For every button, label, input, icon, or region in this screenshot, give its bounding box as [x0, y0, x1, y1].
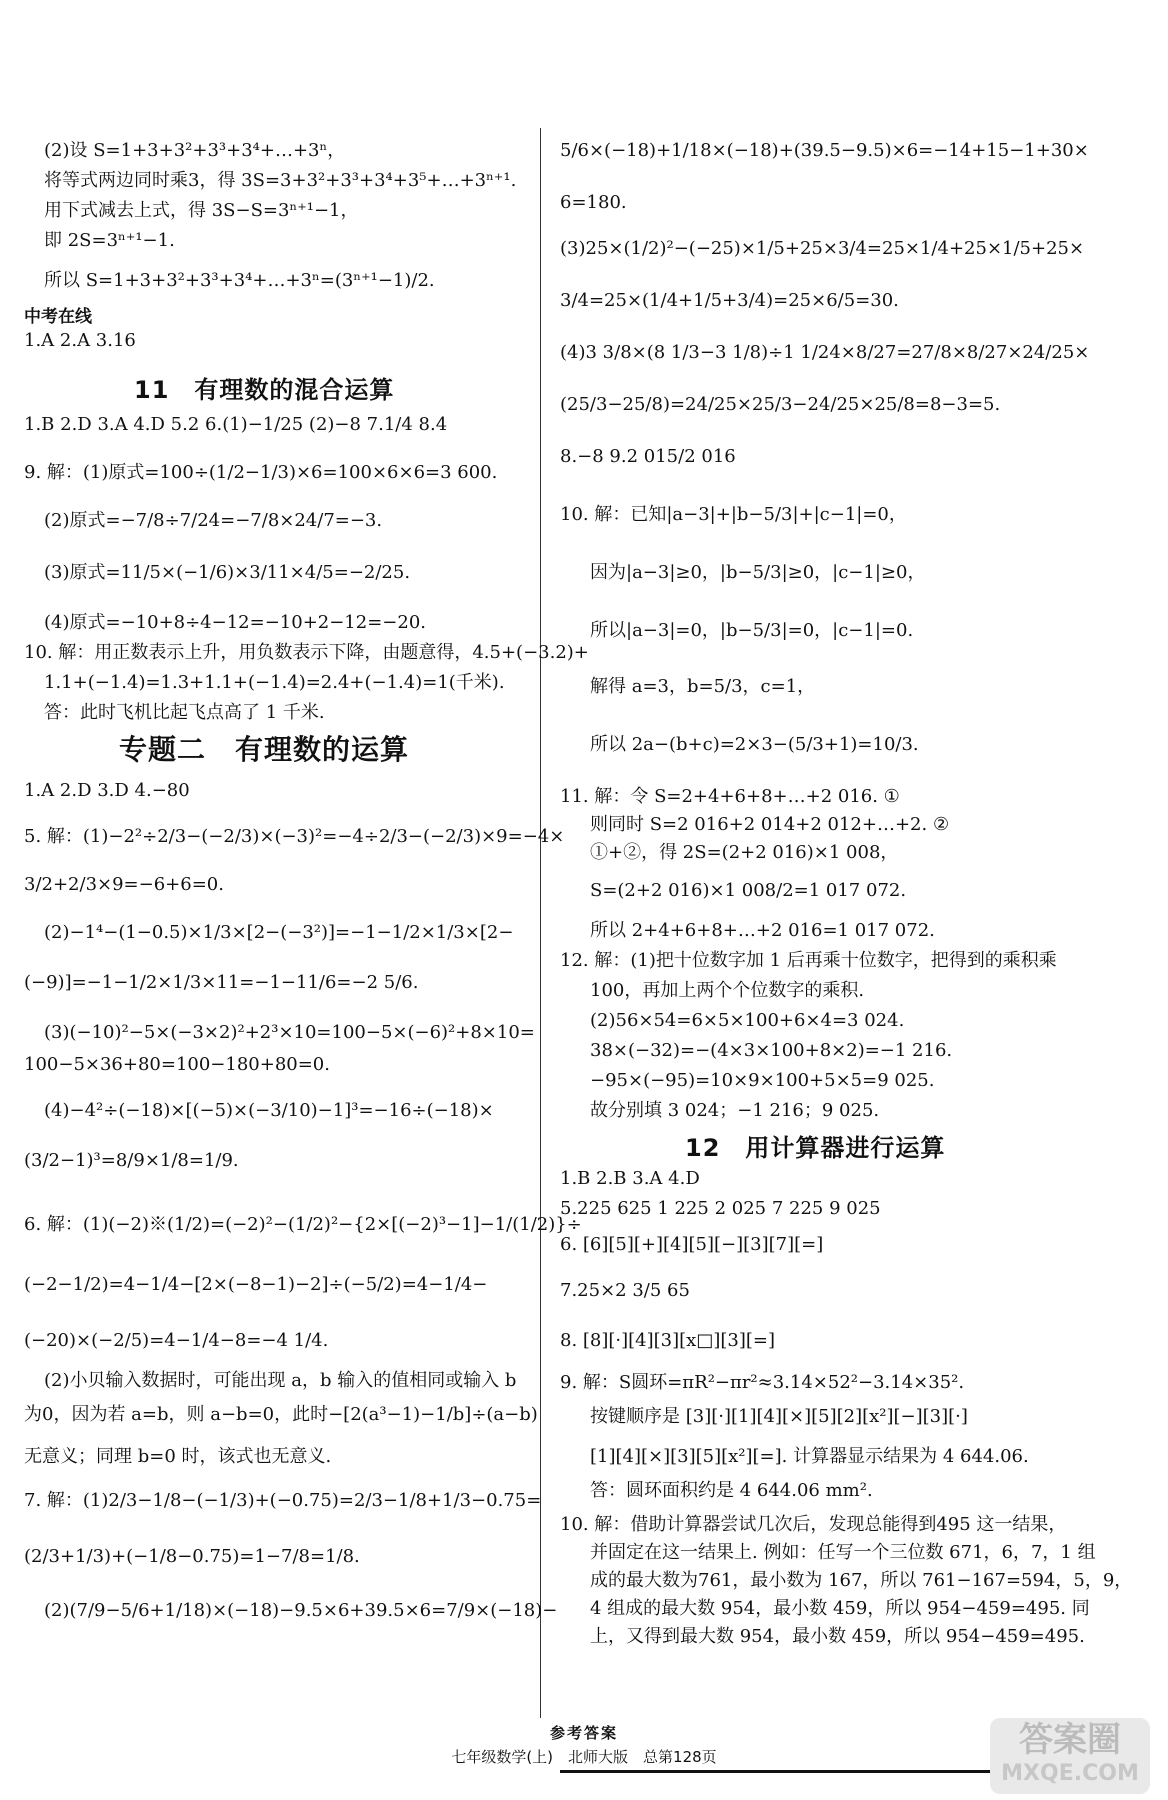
right-answer-line: 因为|a−3|≥0，|b−5/3|≥0，|c−1|≥0， — [590, 562, 926, 583]
watermark-logo — [990, 1718, 1150, 1794]
left-answer-line: (3)(−10)²−5×(−3×2)²+2³×10=100−5×(−6)²+8×10= — [44, 1022, 535, 1043]
right-answer-line: 9. 解：S圆环=πR²−πr²≈3.14×52²−3.14×35². — [560, 1372, 965, 1393]
right-answer-line: 1.B 2.B 3.A 4.D — [560, 1168, 700, 1189]
right-answer-line: 所以 2+4+6+8+…+2 016=1 017 072. — [590, 920, 935, 941]
left-answer-line: (−2−1/2)=4−1/4−[2×(−8−1)−2]÷(−5/2)=4−1/4− — [24, 1274, 488, 1295]
watermark-main: 答案圈 — [1019, 1720, 1121, 1760]
right-answer-line: 所以 2a−(b+c)=2×3−(5/3+1)=10/3. — [590, 734, 919, 755]
right-answer-line: (3)25×(1/2)²−(−25)×1/5+25×3/4=25×1/4+25×1/5+25× — [560, 238, 1085, 259]
left-answer-line: 1.A 2.D 3.D 4.−80 — [24, 780, 190, 801]
left-answer-line: (2)小贝输入数据时，可能出现 a，b 输入的值相同或输入 b — [44, 1370, 517, 1391]
left-answer-line: 答：此时飞机比起飞点高了 1 千米. — [44, 702, 325, 723]
right-answer-line: 所以|a−3|=0，|b−5/3|=0，|c−1|=0. — [590, 620, 914, 641]
left-answer-line: (3)原式=11/5×(−1/6)×3/11×4/5=−2/25. — [44, 562, 411, 583]
right-answer-line: 4 组成的最大数 954，最小数 459，所以 954−459=495. 同 — [590, 1598, 1090, 1619]
right-answer-line: 则同时 S=2 016+2 014+2 012+…+2. ② — [590, 814, 950, 835]
left-answer-line: 3/2+2/3×9=−6+6=0. — [24, 874, 224, 895]
left-answer-line: (4)−4²÷(−18)×[(−5)×(−3/10)−1]³=−16÷(−18)× — [44, 1100, 494, 1121]
left-answer-line: 7. 解：(1)2/3−1/8−(−1/3)+(−0.75)=2/3−1/8+1/3−0.75= — [24, 1490, 542, 1511]
column-divider — [540, 128, 541, 1718]
right-answer-line: 5/6×(−18)+1/18×(−18)+(39.5−9.5)×6=−14+15−1+30× — [560, 140, 1089, 161]
right-answer-line: 5.225 625 1 225 2 025 7 225 9 025 — [560, 1198, 881, 1219]
right-answer-line: 10. 解：借助计算器尝试几次后，发现总能得到495 这一结果， — [560, 1514, 1067, 1535]
left-answer-line: 1.B 2.D 3.A 4.D 5.2 6.(1)−1/25 (2)−8 7.1/4 8.4 — [24, 414, 448, 435]
right-answer-line: −95×(−95)=10×9×100+5×5=9 025. — [590, 1070, 935, 1091]
right-answer-line: [1][4][×][3][5][x²][=]. 计算器显示结果为 4 644.06. — [590, 1446, 1029, 1467]
left-answer-line: 即 2S=3ⁿ⁺¹−1. — [44, 230, 175, 251]
section-heading-zhongkao: 中考在线 — [24, 307, 92, 327]
left-answer-line: (−9)]=−1−1/2×1/3×11=−1−11/6=−2 5/6. — [24, 972, 419, 993]
left-answer-line: (4)原式=−10+8÷4−12=−10+2−12=−20. — [44, 612, 426, 633]
left-answer-line: 6. 解：(1)(−2)※(1/2)=(−2)²−(1/2)²−{2×[(−2)³−1]−1/(1/2)}÷ — [24, 1214, 582, 1235]
section-heading-zhuanti-2: 专题二 有理数的运算 — [119, 733, 410, 766]
left-answer-line: (2)(7/9−5/6+1/18)×(−18)−9.5×6+39.5×6=7/9×(−18)− — [44, 1600, 558, 1621]
right-answer-line: (4)3 3/8×(8 1/3−3 1/8)÷1 1/24×8/27=27/8×8/27×24/25× — [560, 342, 1090, 363]
right-answer-line: 100，再加上两个个位数字的乘积. — [590, 980, 865, 1001]
left-answer-line: 10. 解：用正数表示上升，用负数表示下降，由题意得，4.5+(−3.2)+ — [24, 642, 589, 663]
right-answer-line: 12. 解：(1)把十位数字加 1 后再乘十位数字，把得到的乘积乘 — [560, 950, 1057, 971]
right-answer-line: 38×(−32)=−(4×3×100+8×2)=−1 216. — [590, 1040, 953, 1061]
left-answer-line: (2)−1⁴−(1−0.5)×1/3×[2−(−3²)]=−1−1/2×1/3×[2− — [44, 922, 514, 943]
right-answer-line: 7.25×2 3/5 65 — [560, 1280, 690, 1301]
section-heading-11: 11 有理数的混合运算 — [134, 376, 395, 404]
footer-page-info: 七年级数学(上) 北师大版 总第128页 — [451, 1748, 717, 1766]
right-answer-line: 3/4=25×(1/4+1/5+3/4)=25×6/5=30. — [560, 290, 899, 311]
left-answer-line: 为0，因为若 a=b，则 a−b=0，此时−[2(a³−1)−1/b]÷(a−b) — [24, 1404, 538, 1425]
right-answer-line: 6. [6][5][+][4][5][−][3][7][=] — [560, 1234, 824, 1255]
right-answer-line: 上，又得到最大数 954，最小数 459，所以 954−459=495. — [590, 1626, 1085, 1647]
left-answer-line: 9. 解：(1)原式=100÷(1/2−1/3)×6=100×6×6=3 600. — [24, 462, 498, 483]
right-answer-line: 8.−8 9.2 015/2 016 — [560, 446, 736, 467]
right-answer-line: 答：圆环面积约是 4 644.06 mm². — [590, 1480, 873, 1501]
left-answer-line: 1.1+(−1.4)=1.3+1.1+(−1.4)=2.4+(−1.4)=1(千米). — [44, 672, 505, 693]
left-answer-line: 无意义；同理 b=0 时，该式也无意义. — [24, 1446, 332, 1467]
right-answer-line: 并固定在这一结果上. 例如：任写一个三位数 671，6，7，1 组 — [590, 1542, 1096, 1563]
left-answer-line: 1.A 2.A 3.16 — [24, 330, 136, 351]
right-answer-line: 故分别填 3 024；−1 216；9 025. — [590, 1100, 880, 1121]
left-answer-line: 5. 解：(1)−2²÷2/3−(−2/3)×(−3)²=−4÷2/3−(−2/3)×9=−4× — [24, 826, 565, 847]
left-answer-line: 100−5×36+80=100−180+80=0. — [24, 1054, 330, 1075]
footer-title: 参考答案 — [549, 1724, 618, 1742]
right-answer-line: 成的最大数为761，最小数为 167，所以 761−167=594，5，9， — [590, 1570, 1133, 1591]
right-answer-line: 11. 解：令 S=2+4+6+8+…+2 016. ① — [560, 786, 900, 807]
left-answer-line: (2)设 S=1+3+3²+3³+3⁴+…+3ⁿ， — [44, 140, 346, 161]
section-heading-12: 12 用计算器进行运算 — [685, 1134, 946, 1162]
footer-rule — [560, 1770, 990, 1773]
right-answer-line: 6=180. — [560, 192, 627, 213]
right-answer-line: 按键顺序是 [3][·][1][4][×][5][2][x²][−][3][·] — [590, 1406, 968, 1427]
right-answer-line: 10. 解：已知|a−3|+|b−5/3|+|c−1|=0， — [560, 504, 907, 525]
right-answer-line: ①+②，得 2S=(2+2 016)×1 008， — [590, 842, 899, 863]
left-answer-line: (2)原式=−7/8÷7/24=−7/8×24/7=−3. — [44, 510, 383, 531]
left-answer-line: 所以 S=1+3+3²+3³+3⁴+…+3ⁿ=(3ⁿ⁺¹−1)/2. — [44, 270, 435, 291]
right-answer-line: S=(2+2 016)×1 008/2=1 017 072. — [590, 880, 907, 901]
watermark-sub: MXQE.COM — [1001, 1761, 1139, 1786]
left-answer-line: 用下式减去上式，得 3S−S=3ⁿ⁺¹−1， — [44, 200, 359, 221]
left-answer-line: (−20)×(−2/5)=4−1/4−8=−4 1/4. — [24, 1330, 329, 1351]
right-answer-line: (25/3−25/8)=24/25×25/3−24/25×25/8=8−3=5. — [560, 394, 1001, 415]
left-answer-line: (2/3+1/3)+(−1/8−0.75)=1−7/8=1/8. — [24, 1546, 360, 1567]
right-answer-line: 解得 a=3，b=5/3，c=1， — [590, 676, 816, 697]
right-answer-line: 8. [8][·][4][3][x□][3][=] — [560, 1330, 775, 1351]
right-answer-line: (2)56×54=6×5×100+6×4=3 024. — [590, 1010, 905, 1031]
left-answer-line: 将等式两边同时乘3，得 3S=3+3²+3³+3⁴+3⁵+…+3ⁿ⁺¹. — [44, 170, 517, 191]
left-answer-line: (3/2−1)³=8/9×1/8=1/9. — [24, 1150, 239, 1171]
